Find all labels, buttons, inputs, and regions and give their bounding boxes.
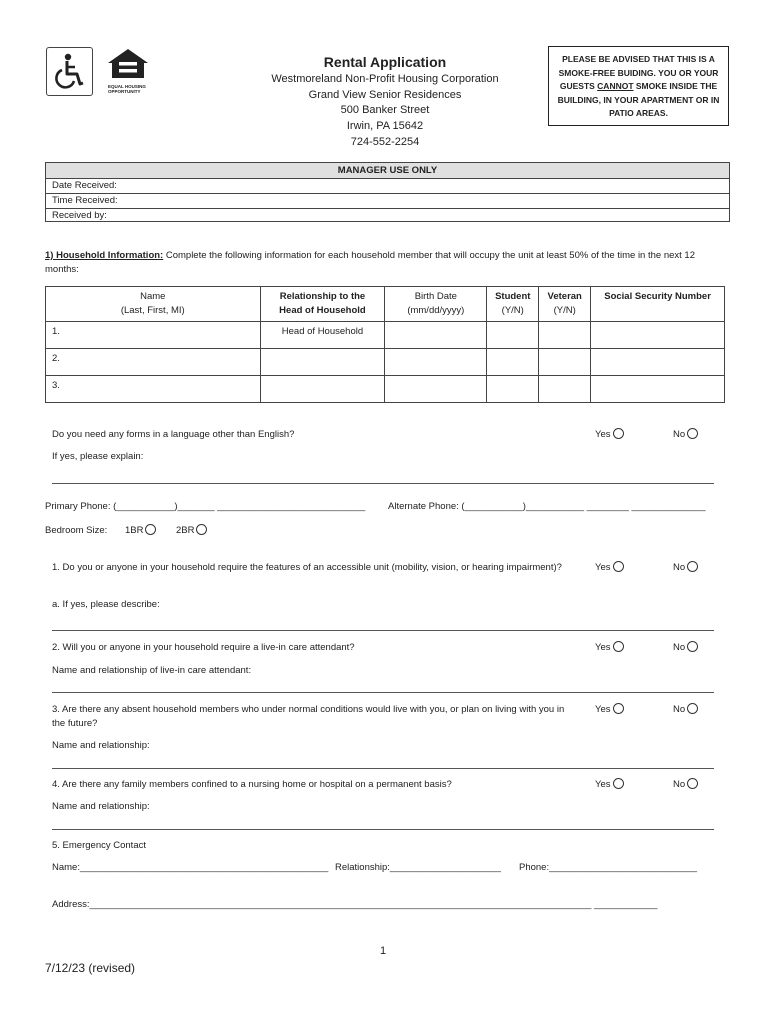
- col-name: Name (Last, First, MI): [46, 287, 261, 322]
- row-3-student[interactable]: [487, 376, 539, 403]
- q4-no[interactable]: No: [673, 778, 698, 792]
- question-1a: a. If yes, please describe:: [52, 599, 160, 610]
- smoke-free-notice: [548, 46, 729, 126]
- radio-icon[interactable]: [613, 778, 624, 789]
- alternate-phone-field[interactable]: Alternate Phone: (___________)___________ ________ ______________: [388, 501, 706, 512]
- row-1-ssn[interactable]: [591, 322, 725, 349]
- emergency-name-field[interactable]: Name:_______________________________________________: [52, 862, 329, 873]
- row-2-relationship[interactable]: [260, 349, 385, 376]
- language-no[interactable]: No: [673, 428, 698, 442]
- manager-heading: MANAGER USE ONLY: [46, 163, 729, 179]
- notice-text-2: SMOKE INSIDE THE BUILDING, IN YOUR APARTMENT OR IN PATIO AREAS.: [557, 81, 720, 118]
- question-1: 1. Do you or anyone in your household require the features of an accessible unit (mobility, vision, or hearing impairment)?: [52, 562, 562, 573]
- question-4a: Name and relationship:: [52, 801, 150, 812]
- page-title: Rental Application: [323, 54, 447, 70]
- emergency-relationship-field[interactable]: Relationship:_____________________: [335, 862, 501, 873]
- q2-no[interactable]: No: [673, 641, 698, 655]
- table-header-row: [46, 287, 725, 322]
- household-instructions: Complete the following information for each household member that will occupy the unit at least 50% of the time in the next 12 months:: [45, 250, 695, 275]
- row-3-ssn[interactable]: [591, 376, 725, 403]
- wheelchair-icon: [47, 48, 92, 95]
- question-2: 2. Will you or anyone in your household require a live-in care attendant?: [52, 642, 355, 653]
- revision-date: 7/12/23 (revised): [45, 961, 136, 975]
- table-row: [46, 376, 725, 403]
- q1-answer-line[interactable]: [52, 630, 714, 631]
- notice-cannot: CANNOT: [597, 81, 634, 91]
- question-2a: Name and relationship of live-in care attendant:: [52, 665, 252, 676]
- table-row: [46, 322, 725, 349]
- row-2-student[interactable]: [487, 349, 539, 376]
- row-3-birth-date[interactable]: [385, 376, 487, 403]
- equal-housing-icon: [104, 47, 152, 81]
- notice-text-1: PLEASE BE ADVISED THAT THIS IS A SMOKE-FREE BUIDING. YOU OR YOUR GUESTS: [558, 54, 719, 91]
- household-section-label: 1) Household Information:: [45, 250, 164, 261]
- accessibility-logo: [46, 47, 93, 96]
- eho-text-2: OPPORTUNITY: [108, 89, 141, 94]
- phone-number: 724-552-2254: [350, 136, 420, 148]
- question-3: 3. Are there any absent household members who under normal conditions would live with you, or plan on living with you in the future?: [52, 704, 565, 729]
- city-state-zip: Irwin, PA 15642: [346, 120, 424, 132]
- row-1-name[interactable]: 1.: [46, 322, 261, 349]
- q2-yes[interactable]: Yes: [595, 641, 624, 655]
- row-1-student[interactable]: [487, 322, 539, 349]
- page-number: 1: [380, 945, 387, 957]
- property-name: Grand View Senior Residences: [308, 89, 462, 101]
- col-relationship: Relationship to the Head of Household: [260, 287, 385, 322]
- radio-icon[interactable]: [687, 428, 698, 439]
- q3-answer-line[interactable]: [52, 768, 714, 769]
- radio-icon[interactable]: [196, 524, 207, 535]
- q1-no[interactable]: No: [673, 561, 698, 575]
- language-explain-label: If yes, please explain:: [52, 451, 144, 462]
- time-received-field: Time Received:: [46, 194, 729, 209]
- street-address: 500 Banker Street: [340, 104, 430, 116]
- q3-yes[interactable]: Yes: [595, 703, 624, 717]
- table-row: [46, 349, 725, 376]
- primary-phone-field[interactable]: Primary Phone: (___________)_______ ____________________________: [45, 501, 366, 512]
- row-3-veteran[interactable]: [539, 376, 591, 403]
- emergency-phone-field[interactable]: Phone:____________________________: [519, 862, 698, 873]
- col-birth-date: Birth Date (mm/dd/yyyy): [385, 287, 487, 322]
- radio-icon[interactable]: [613, 641, 624, 652]
- question-3a: Name and relationship:: [52, 740, 150, 751]
- emergency-heading: 5. Emergency Contact: [52, 840, 146, 851]
- row-1-veteran[interactable]: [539, 322, 591, 349]
- date-received-field: Date Received:: [46, 179, 729, 194]
- radio-icon[interactable]: [613, 703, 624, 714]
- question-4: 4. Are there any family members confined to a nursing home or hospital on a permanent basis?: [52, 779, 452, 790]
- col-student: Student (Y/N): [487, 287, 539, 322]
- received-by-field: Received by:: [52, 210, 107, 221]
- row-2-ssn[interactable]: [591, 349, 725, 376]
- col-ssn: Social Security Number: [591, 287, 725, 322]
- q4-answer-line[interactable]: [52, 829, 714, 830]
- row-2-name[interactable]: 2.: [46, 349, 261, 376]
- eho-text-1: EQUAL HOUSING: [108, 84, 146, 89]
- row-2-veteran[interactable]: [539, 349, 591, 376]
- q4-yes[interactable]: Yes: [595, 778, 624, 792]
- row-2-birth-date[interactable]: [385, 349, 487, 376]
- manager-use-box: [45, 162, 730, 222]
- q3-no[interactable]: No: [673, 703, 698, 717]
- emergency-address-field[interactable]: Address:_______________________________________________________________________________________________ ____________: [52, 899, 658, 910]
- bedroom-size-label: Bedroom Size:: [45, 525, 108, 536]
- radio-icon[interactable]: [687, 641, 698, 652]
- col-veteran: Veteran (Y/N): [539, 287, 591, 322]
- row-3-name[interactable]: 3.: [46, 376, 261, 403]
- org-name: Westmoreland Non-Profit Housing Corporation: [271, 73, 499, 85]
- language-yes[interactable]: Yes: [595, 428, 624, 442]
- radio-icon[interactable]: [145, 524, 156, 535]
- household-table: [45, 286, 725, 403]
- bedroom-2br-option[interactable]: 2BR: [176, 524, 207, 538]
- language-explain-line[interactable]: [52, 483, 714, 484]
- radio-icon[interactable]: [687, 561, 698, 572]
- row-3-relationship[interactable]: [260, 376, 385, 403]
- language-question: Do you need any forms in a language other than English?: [52, 429, 295, 440]
- household-intro: [45, 249, 730, 277]
- row-1-birth-date[interactable]: [385, 322, 487, 349]
- q1-yes[interactable]: Yes: [595, 561, 624, 575]
- q2-answer-line[interactable]: [52, 692, 714, 693]
- radio-icon[interactable]: [687, 778, 698, 789]
- radio-icon[interactable]: [613, 428, 624, 439]
- radio-icon[interactable]: [687, 703, 698, 714]
- radio-icon[interactable]: [613, 561, 624, 572]
- row-1-relationship[interactable]: Head of Household: [260, 322, 385, 349]
- equal-housing-logo: [104, 47, 152, 97]
- bedroom-1br-option[interactable]: 1BR: [125, 524, 156, 538]
